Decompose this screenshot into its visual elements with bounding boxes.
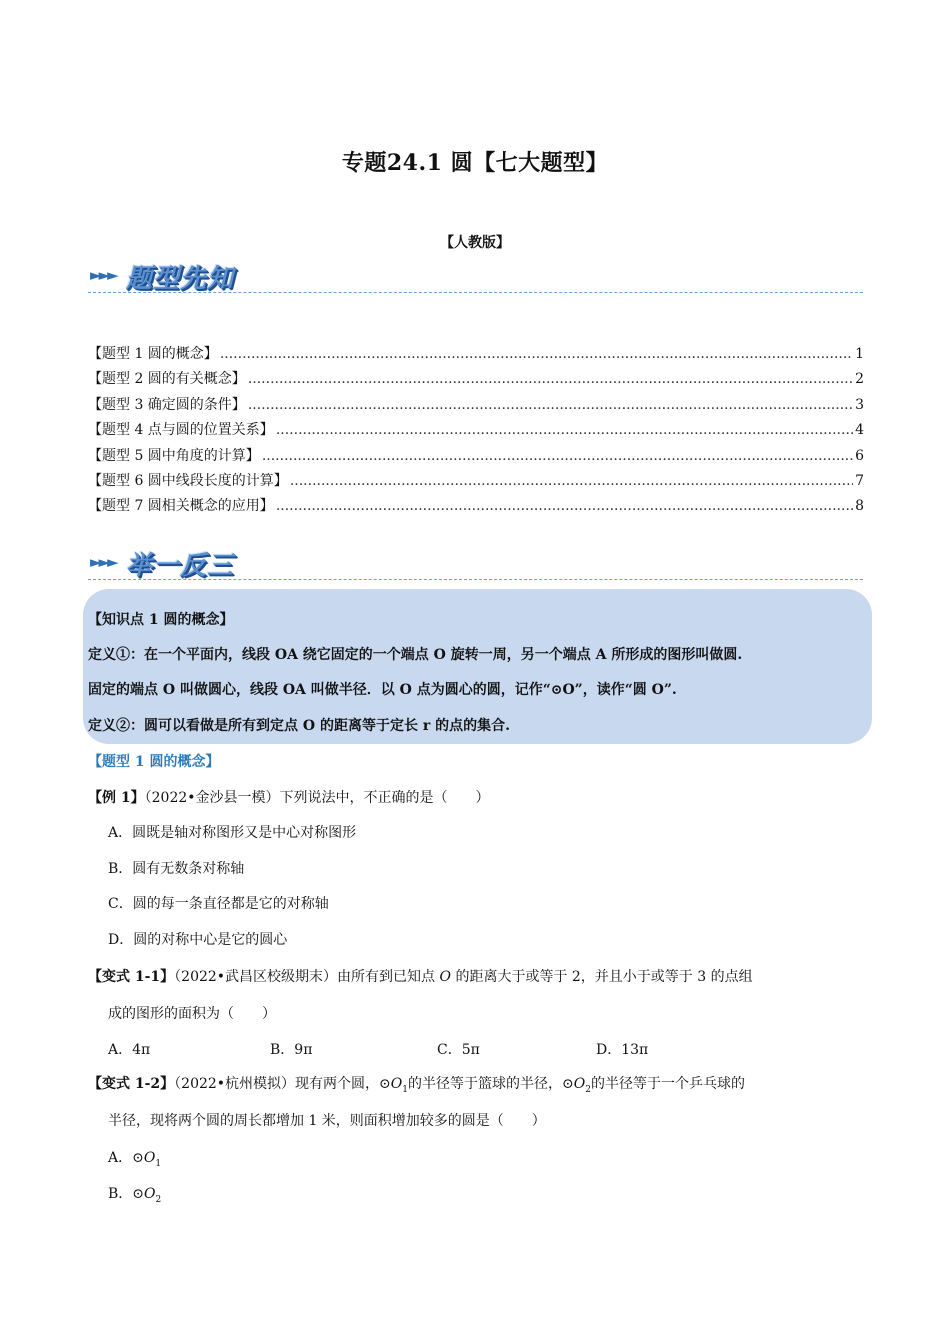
option-prefix: A．⊙ [108,1150,144,1166]
table-of-contents [88,343,864,521]
option-d[interactable]: D．圆的对称中心是它的圆心 [108,932,288,948]
toc-entry[interactable] [88,368,864,393]
section-divider [88,579,863,580]
option-c[interactable]: C．5π [437,1042,480,1058]
question-stem-cont: 的半径等于篮球的半径，⊙ [408,1076,574,1092]
question-stem-line2: 半径，现将两个圆的周长都增加 1 米，则面积增加较多的圆是（ ） [108,1113,546,1129]
question-stem: （2022•杭州模拟）现有两个圆，⊙ [174,1076,391,1092]
toc-entry-label: 【题型 3 确定圆的条件】 [88,396,246,413]
subscript: 2 [155,1194,162,1205]
knowledge-point-box [83,589,872,744]
circle-variable: O [144,1186,156,1202]
toc-entry-page: 3 [855,396,864,413]
toc-entry[interactable] [88,394,864,419]
toc-leader [276,498,853,514]
question-stem-line2: 成的图形的面积为（ ） [108,1006,276,1022]
toc-entry[interactable] [88,419,864,444]
triple-arrow-icon: ►►► [90,553,116,571]
toc-entry-page: 7 [855,472,864,489]
toc-entry[interactable] [88,343,864,368]
toc-entry-page: 6 [855,447,864,464]
edition-label: 【人教版】 [440,235,510,251]
option-a[interactable]: A．4π [108,1042,151,1058]
toc-entry[interactable] [88,445,864,470]
section-divider [88,292,863,293]
toc-entry-page: 2 [855,371,864,388]
toc-entry-page: 4 [855,422,864,439]
question-stem-cont: 的半径等于一个乒乓球的 [590,1076,745,1092]
toc-entry[interactable] [88,495,864,520]
toc-entry-label: 【题型 4 点与圆的位置关系】 [88,422,274,439]
question-stem: （2022•金沙县一模）下列说法中，不正确的是（ ） [144,790,490,806]
toc-leader [220,346,853,362]
question-tag: 【变式 1-1】 [88,969,175,985]
toc-leader [262,448,853,464]
section-banner-practice [88,545,863,581]
toc-entry-label: 【题型 7 圆相关概念的应用】 [88,498,274,515]
toc-entry-page: 8 [855,498,864,515]
option-b[interactable]: B．9π [270,1042,313,1058]
option-prefix: B．⊙ [108,1186,145,1202]
point-variable: O [439,969,451,985]
toc-entry-label: 【题型 5 圆中角度的计算】 [88,447,260,464]
knowledge-definition-2: 定义②：圆可以看做是所有到定点 O 的距离等于定长 r 的点的集合. [88,718,510,734]
knowledge-heading: 【知识点 1 圆的概念】 [88,612,234,628]
subscript: 1 [155,1158,162,1169]
triple-arrow-icon: ►►► [90,266,116,284]
toc-leader [290,473,853,489]
circle-variable: O [143,1150,156,1166]
option-a[interactable]: A．圆既是轴对称图形又是中心对称图形 [108,825,357,841]
toc-leader [276,422,853,438]
option-a[interactable] [108,1147,161,1169]
question-tag: 【变式 1-2】 [88,1076,175,1092]
page-title: 专题24.1 圆【七大题型】 [341,150,609,176]
section-banner-preview [88,258,863,294]
option-c[interactable]: C．圆的每一条直径都是它的对称轴 [108,896,329,912]
toc-entry-page: 1 [855,346,864,362]
knowledge-definition-1: 定义①：在一个平面内，线段 OA 绕它固定的一个端点 O 旋转一周，另一个端点 A 所形成的图形叫做圆. [88,647,743,663]
option-b[interactable]: B．圆有无数条对称轴 [108,861,245,877]
section-title-practice: 举一反三 [126,551,235,581]
subscript: 1 [402,1084,409,1095]
toc-leader [248,371,853,387]
question-stem-cont: 的距离大于或等于 2，并且小于或等于 3 的点组 [451,969,753,985]
question-stem: （2022•武昌区校级期末）由所有到已知点 [174,969,440,985]
question-tag: 【例 1】 [88,790,145,806]
example-question [88,787,490,807]
option-b[interactable] [108,1183,161,1205]
knowledge-definition-1-cont: 固定的端点 O 叫做圆心，线段 OA 叫做半径．以 O 点为圆心的圆，记作“⊙O”，读作“圆 O”. [88,682,677,698]
variant-question [88,1073,745,1095]
toc-entry-label: 【题型 6 圆中线段长度的计算】 [88,472,288,489]
toc-entry-label: 【题型 1 圆的概念】 [88,346,218,362]
type-heading: 【题型 1 圆的概念】 [88,754,220,770]
subscript: 2 [585,1084,591,1095]
variant-question [88,966,753,986]
option-d[interactable]: D．13π [596,1042,649,1058]
toc-entry-label: 【题型 2 圆的有关概念】 [88,371,246,388]
toc-leader [248,397,853,413]
toc-entry[interactable] [88,470,864,495]
circle-variable: O [390,1076,403,1092]
circle-variable: O [573,1076,586,1092]
section-title-preview: 题型先知 [126,264,235,294]
